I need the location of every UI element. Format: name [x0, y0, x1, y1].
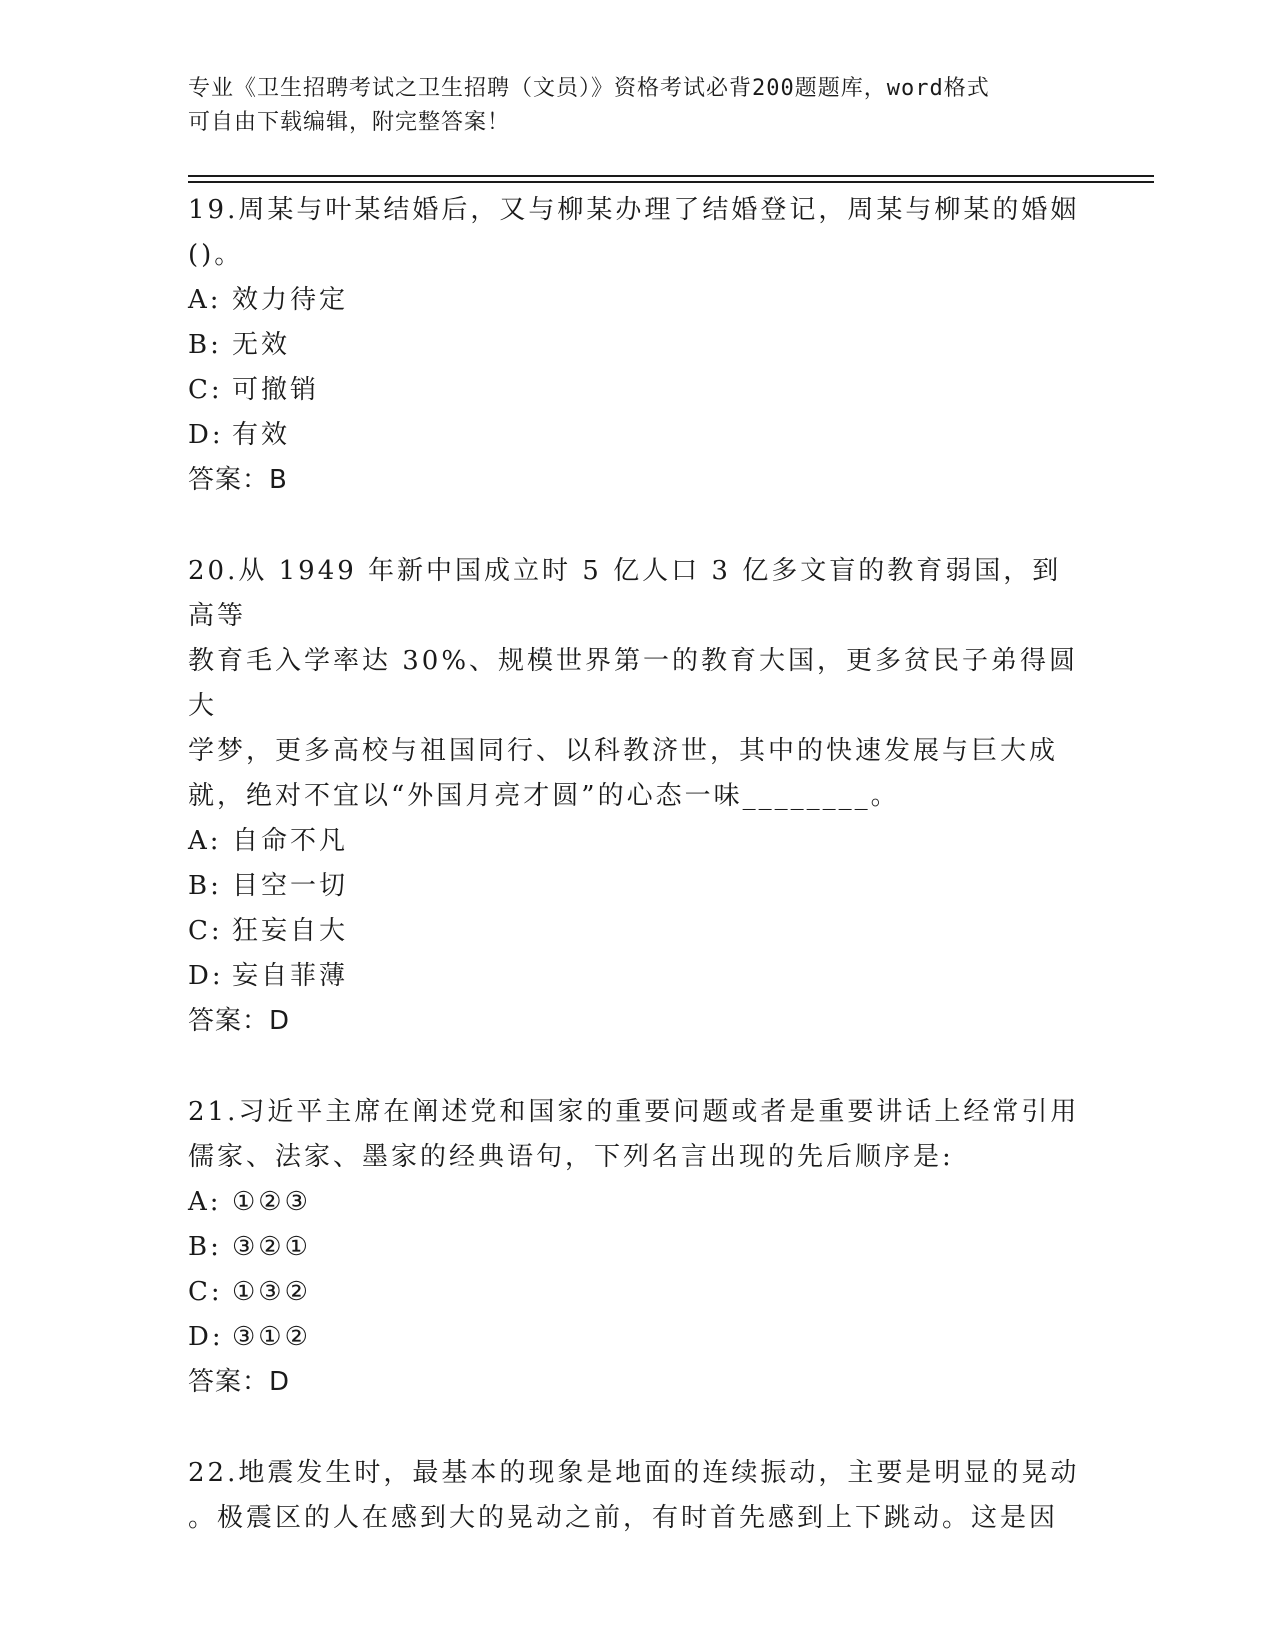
answer-line: 答案：B: [188, 465, 288, 495]
option-letter: C:: [188, 916, 223, 946]
answer-line: 答案：D: [188, 1367, 291, 1397]
option-letter: B:: [188, 1232, 222, 1262]
option-text: ③①②: [232, 1322, 311, 1352]
option-text: ①③②: [232, 1277, 311, 1307]
question-stem-line: ()。: [188, 240, 244, 270]
option-text: 妄自菲薄: [232, 961, 349, 991]
option-letter: A:: [188, 826, 222, 856]
header-line-1: 专业《卫生招聘考试之卫生招聘（文员）》资格考试必背200题题库，word格式: [188, 76, 990, 101]
option-text: 狂妄自大: [232, 916, 349, 946]
question-stem-line: 21.习近平主席在阐述党和国家的重要问题或者是重要讲话上经常引用: [188, 1097, 1080, 1127]
option-letter: D:: [188, 420, 224, 450]
question-stem-line: 20.从 1949 年新中国成立时 5 亿人口 3 亿多文盲的教育弱国，到高等: [188, 556, 1062, 631]
option-c: [188, 909, 1088, 954]
option-b: [188, 1225, 1088, 1270]
option-a: [188, 819, 1088, 864]
question-20: [188, 549, 1088, 1044]
option-text: 自命不凡: [232, 826, 349, 856]
option-b: [188, 323, 1088, 368]
option-text: 有效: [232, 420, 291, 450]
option-a: [188, 1180, 1088, 1225]
answer-line: 答案：D: [188, 1006, 291, 1036]
option-letter: A:: [188, 285, 222, 315]
question-stem-line: 就，绝对不宜以“外国月亮才圆”的心态一味________。: [188, 781, 900, 811]
question-22: [188, 1451, 1088, 1541]
question-stem-line: 19.周某与叶某结婚后，又与柳某办理了结婚登记，周某与柳某的婚姻: [188, 195, 1080, 225]
option-letter: C:: [188, 375, 223, 405]
option-letter: C:: [188, 1277, 223, 1307]
option-text: 无效: [232, 330, 291, 360]
option-c: [188, 368, 1088, 413]
option-letter: B:: [188, 330, 222, 360]
option-letter: A:: [188, 1187, 222, 1217]
option-letter: B:: [188, 871, 222, 901]
document-header: [188, 72, 1088, 140]
question-stem-line: 22.地震发生时，最基本的现象是地面的连续振动，主要是明显的晃动: [188, 1458, 1080, 1488]
option-text: 可撤销: [232, 375, 320, 405]
question-stem-line: 儒家、法家、墨家的经典语句，下列名言出现的先后顺序是:: [188, 1142, 954, 1172]
question-19: [188, 188, 1088, 503]
question-stem-line: 学梦，更多高校与祖国同行、以科教济世，其中的快速发展与巨大成: [188, 736, 1059, 766]
option-c: [188, 1270, 1088, 1315]
option-text: ①②③: [232, 1187, 311, 1217]
option-letter: D:: [188, 1322, 224, 1352]
question-stem-line: 教育毛入学率达 30%、规模世界第一的教育大国，更多贫民子弟得圆大: [188, 646, 1079, 721]
option-text: 效力待定: [232, 285, 349, 315]
option-d: [188, 954, 1088, 999]
option-text: 目空一切: [232, 871, 349, 901]
option-b: [188, 864, 1088, 909]
option-d: [188, 1315, 1088, 1360]
question-list: [188, 188, 1088, 1587]
header-divider-bottom: [188, 181, 1154, 183]
header-line-2: 可自由下载编辑，附完整答案！: [188, 110, 511, 135]
header-divider-top: [188, 175, 1154, 177]
option-d: [188, 413, 1088, 458]
option-letter: D:: [188, 961, 224, 991]
option-text: ③②①: [232, 1232, 311, 1262]
option-a: [188, 278, 1088, 323]
question-stem-line: 。极震区的人在感到大的晃动之前，有时首先感到上下跳动。这是因: [188, 1503, 1059, 1533]
question-21: [188, 1090, 1088, 1405]
